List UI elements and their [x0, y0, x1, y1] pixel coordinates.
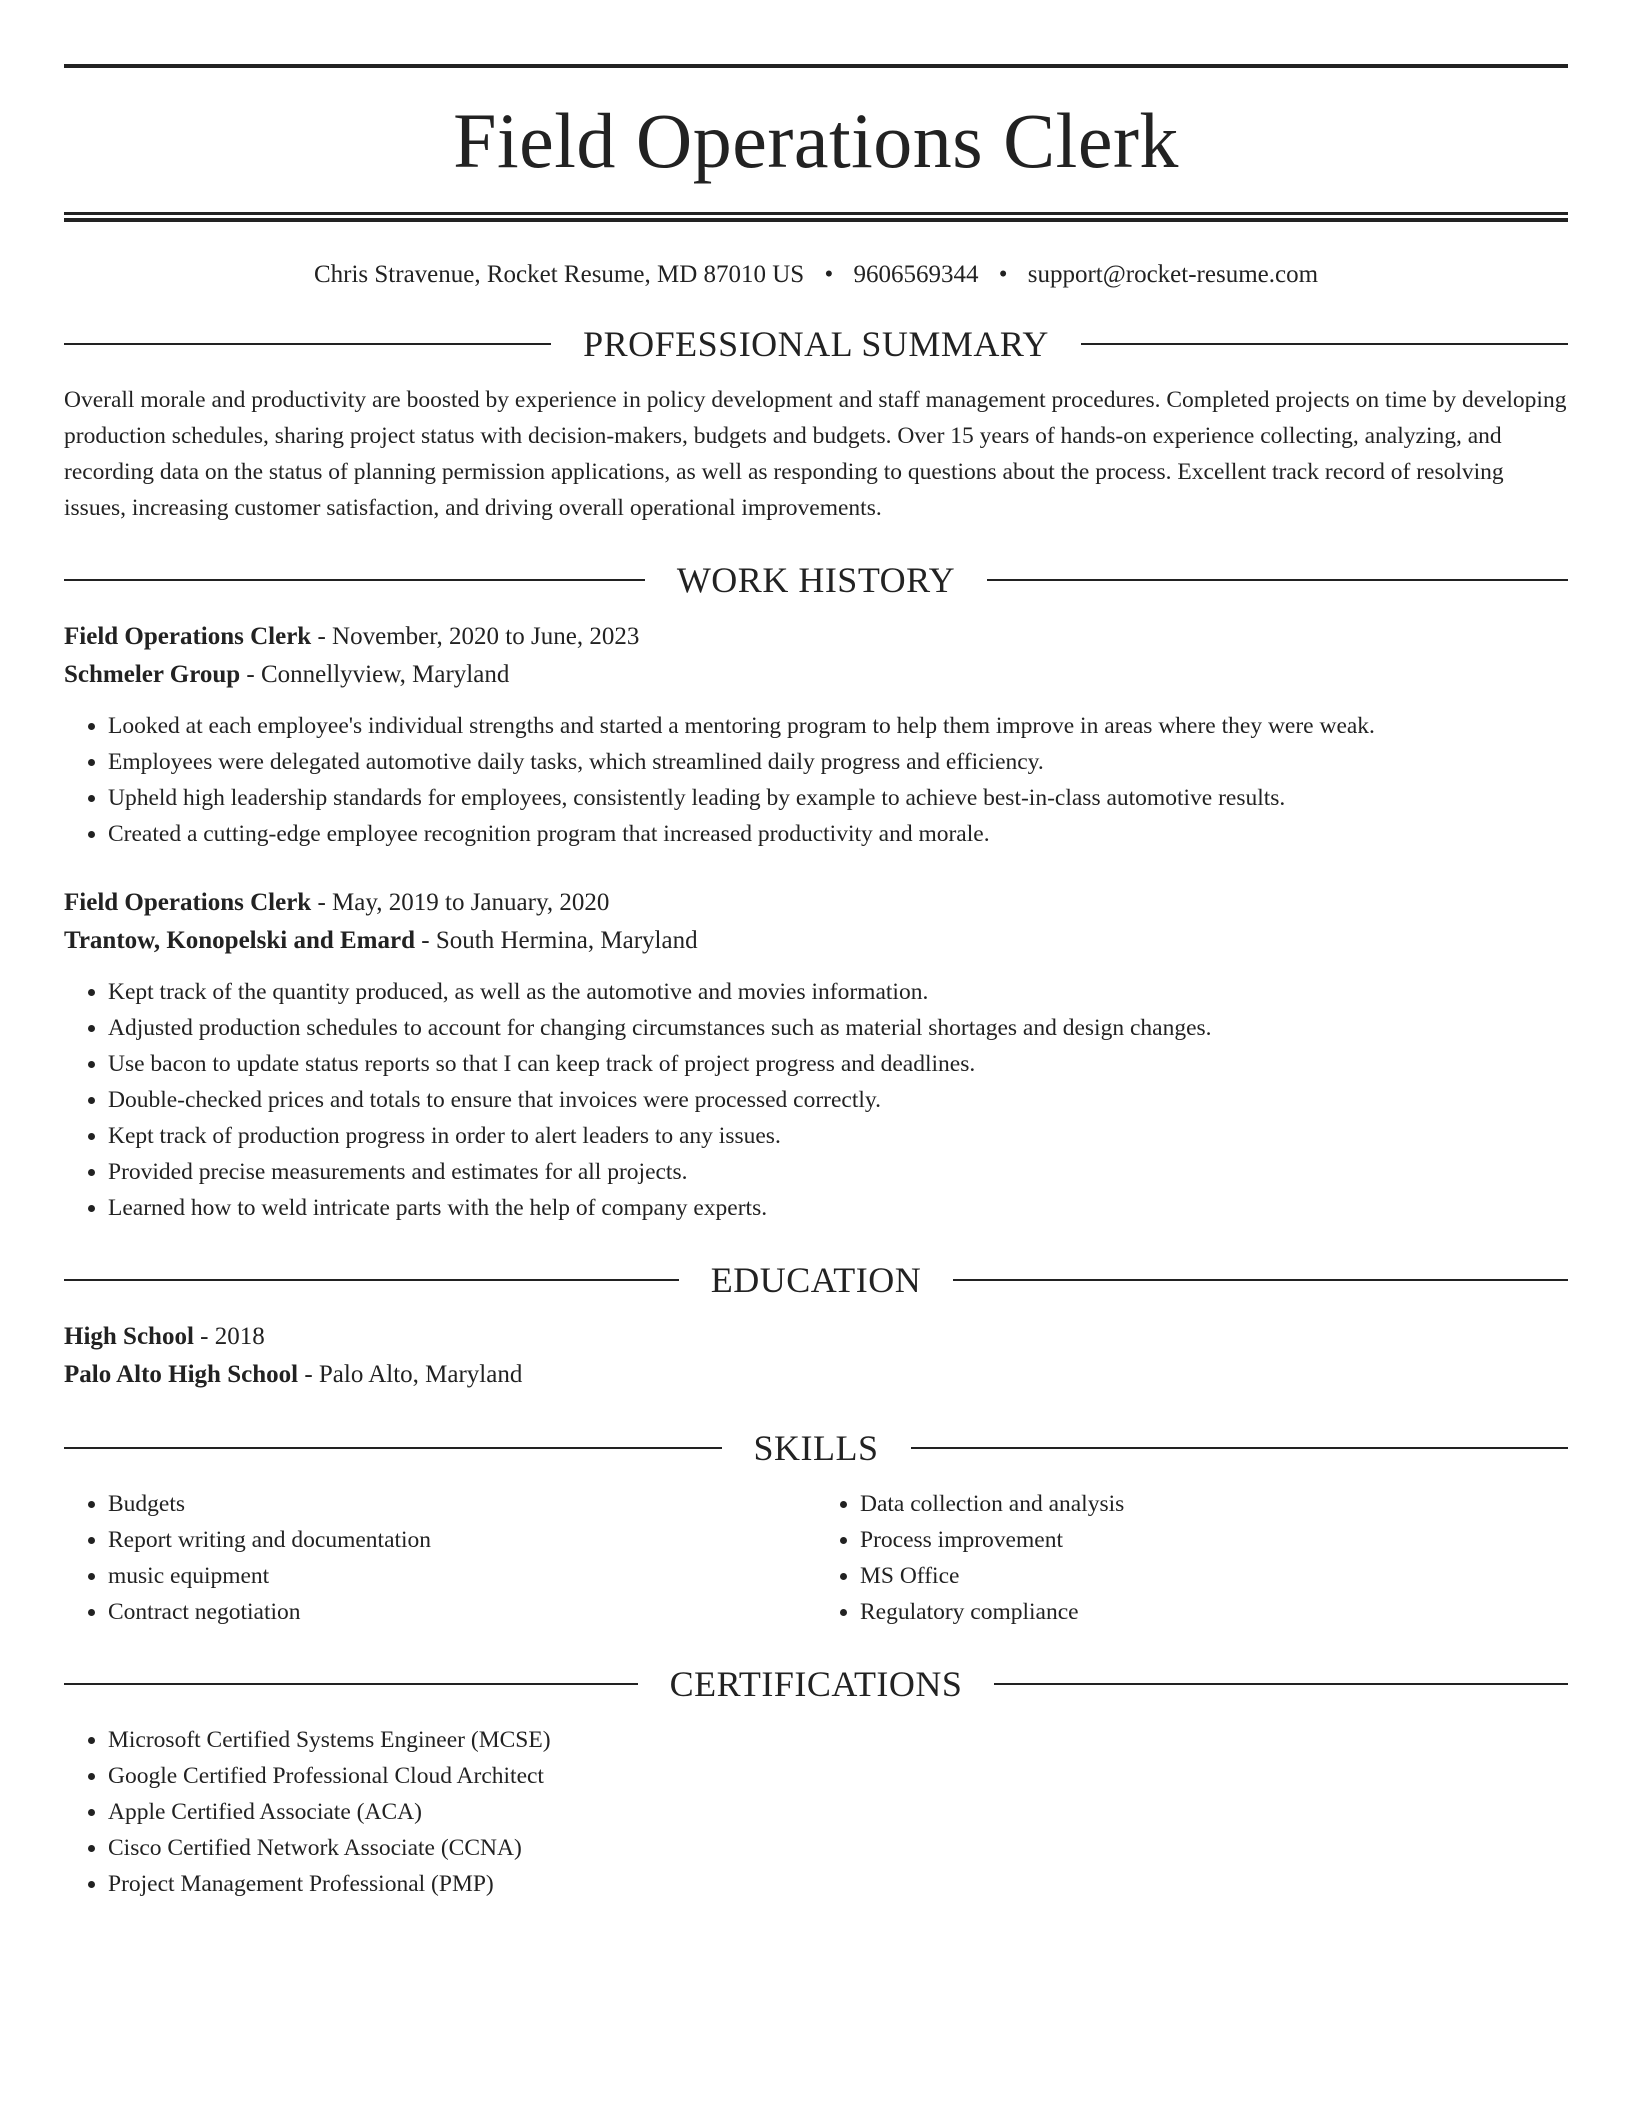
- section-header-skills: [64, 1428, 1568, 1468]
- section-rule: [64, 579, 645, 581]
- section-rule: [64, 343, 551, 345]
- section-title: WORK HISTORY: [676, 560, 956, 600]
- list-item: • Double-checked prices and totals to ensure that invoices were processed correctly.: [108, 1082, 1568, 1118]
- section-rule: [64, 1447, 722, 1449]
- certifications-list: [64, 1722, 1568, 1902]
- skills-list-right: [816, 1486, 1568, 1630]
- list-item: • Cisco Certified Network Associate (CCNA): [108, 1830, 1568, 1866]
- section-rule: [994, 1683, 1568, 1685]
- contact-phone: 9606569344: [853, 261, 979, 288]
- section-header-work-history: [64, 560, 1568, 600]
- list-item: • Provided precise measurements and estimates for all projects.: [108, 1154, 1568, 1190]
- section-rule: [953, 1279, 1568, 1281]
- list-item: • music equipment: [108, 1558, 816, 1594]
- list-item: • Data collection and analysis: [860, 1486, 1568, 1522]
- section-rule: [1081, 343, 1568, 345]
- list-item: • Process improvement: [860, 1522, 1568, 1558]
- job-entry: [64, 618, 1568, 852]
- list-item: • Employees were delegated automotive daily tasks, which streamlined daily progress and efficiency.: [108, 744, 1568, 780]
- section-rule: [987, 579, 1568, 581]
- section-header-certifications: [64, 1664, 1568, 1704]
- contact-separator: •: [824, 261, 834, 288]
- section-header-summary: [64, 324, 1568, 364]
- list-item: • Adjusted production schedules to account for changing circumstances such as material shortages and design changes.: [108, 1010, 1568, 1046]
- contact-address: Chris Stravenue, Rocket Resume, MD 87010 US: [313, 261, 805, 288]
- job-title: Field Operations Clerk: [64, 889, 312, 916]
- education-entry: [64, 1318, 1568, 1394]
- section-rule: [64, 1683, 638, 1685]
- education-location: - Palo Alto, Maryland: [298, 1361, 523, 1388]
- education-school-line: [64, 1356, 1568, 1394]
- list-item: • Use bacon to update status reports so that I can keep track of project progress and deadlines.: [108, 1046, 1568, 1082]
- section-title: EDUCATION: [710, 1260, 922, 1300]
- list-item: • Upheld high leadership standards for employees, consistently leading by example to achieve best-in-class automotive results.: [108, 780, 1568, 816]
- job-title-line: [64, 618, 1568, 656]
- summary-text: Overall morale and productivity are boosted by experience in policy development and staff management procedures. Completed projects on time by developing production schedules, sharing project status with decision-makers, budgets and budgets. Over 15 years of hands-on experience collecting, analyzing, and recording data on the status of planning permission applications, as well as responding to questions about the process. Excellent track record of resolving issues, increasing customer satisfaction, and driving overall operational improvements.: [64, 387, 1567, 521]
- job-bullets: [64, 974, 1568, 1226]
- job-title: Field Operations Clerk: [64, 623, 312, 650]
- contact-email: support@rocket-resume.com: [1027, 261, 1319, 288]
- contact-separator: •: [998, 261, 1008, 288]
- resume-title: Field Operations Clerk: [453, 97, 1179, 184]
- list-item: • Microsoft Certified Systems Engineer (MCSE): [108, 1722, 1568, 1758]
- list-item: • Contract negotiation: [108, 1594, 816, 1630]
- section-rule: [911, 1447, 1569, 1449]
- list-item: • Apple Certified Associate (ACA): [108, 1794, 1568, 1830]
- job-company: Schmeler Group: [64, 661, 241, 688]
- top-rule: [64, 64, 1568, 68]
- job-dates: - May, 2019 to January, 2020: [311, 889, 610, 916]
- education-degree: High School: [64, 1323, 194, 1350]
- list-item: • Budgets: [108, 1486, 816, 1522]
- double-rule: [64, 212, 1568, 222]
- job-bullets: [64, 708, 1568, 852]
- list-item: • Google Certified Professional Cloud Architect: [108, 1758, 1568, 1794]
- job-company-line: [64, 656, 1568, 694]
- job-company-line: [64, 922, 1568, 960]
- job-title-line: [64, 884, 1568, 922]
- section-rule: [64, 1279, 679, 1281]
- section-title: PROFESSIONAL SUMMARY: [583, 324, 1049, 364]
- job-company: Trantow, Konopelski and Emard: [64, 927, 416, 954]
- job-dates: - November, 2020 to June, 2023: [311, 623, 640, 650]
- skills-list-left: [64, 1486, 816, 1630]
- list-item: • MS Office: [860, 1558, 1568, 1594]
- job-location: - South Hermina, Maryland: [415, 927, 698, 954]
- education-degree-line: [64, 1318, 1568, 1356]
- job-entry: [64, 884, 1568, 1226]
- section-title: SKILLS: [753, 1428, 879, 1468]
- list-item: • Regulatory compliance: [860, 1594, 1568, 1630]
- job-location: - Connellyview, Maryland: [240, 661, 510, 688]
- list-item: • Created a cutting-edge employee recognition program that increased productivity and morale.: [108, 816, 1568, 852]
- section-title: CERTIFICATIONS: [669, 1664, 963, 1704]
- contact-line: [64, 260, 1568, 290]
- list-item: • Kept track of the quantity produced, as well as the automotive and movies information.: [108, 974, 1568, 1010]
- section-header-education: [64, 1260, 1568, 1300]
- list-item: • Looked at each employee's individual strengths and started a mentoring program to help them improve in areas where they were weak.: [108, 708, 1568, 744]
- education-year: - 2018: [193, 1323, 265, 1350]
- skills-grid: [64, 1486, 1568, 1630]
- list-item: • Report writing and documentation: [108, 1522, 816, 1558]
- education-school: Palo Alto High School: [64, 1361, 299, 1388]
- list-item: • Learned how to weld intricate parts with the help of company experts.: [108, 1190, 1568, 1226]
- list-item: • Project Management Professional (PMP): [108, 1866, 1568, 1902]
- list-item: • Kept track of production progress in order to alert leaders to any issues.: [108, 1118, 1568, 1154]
